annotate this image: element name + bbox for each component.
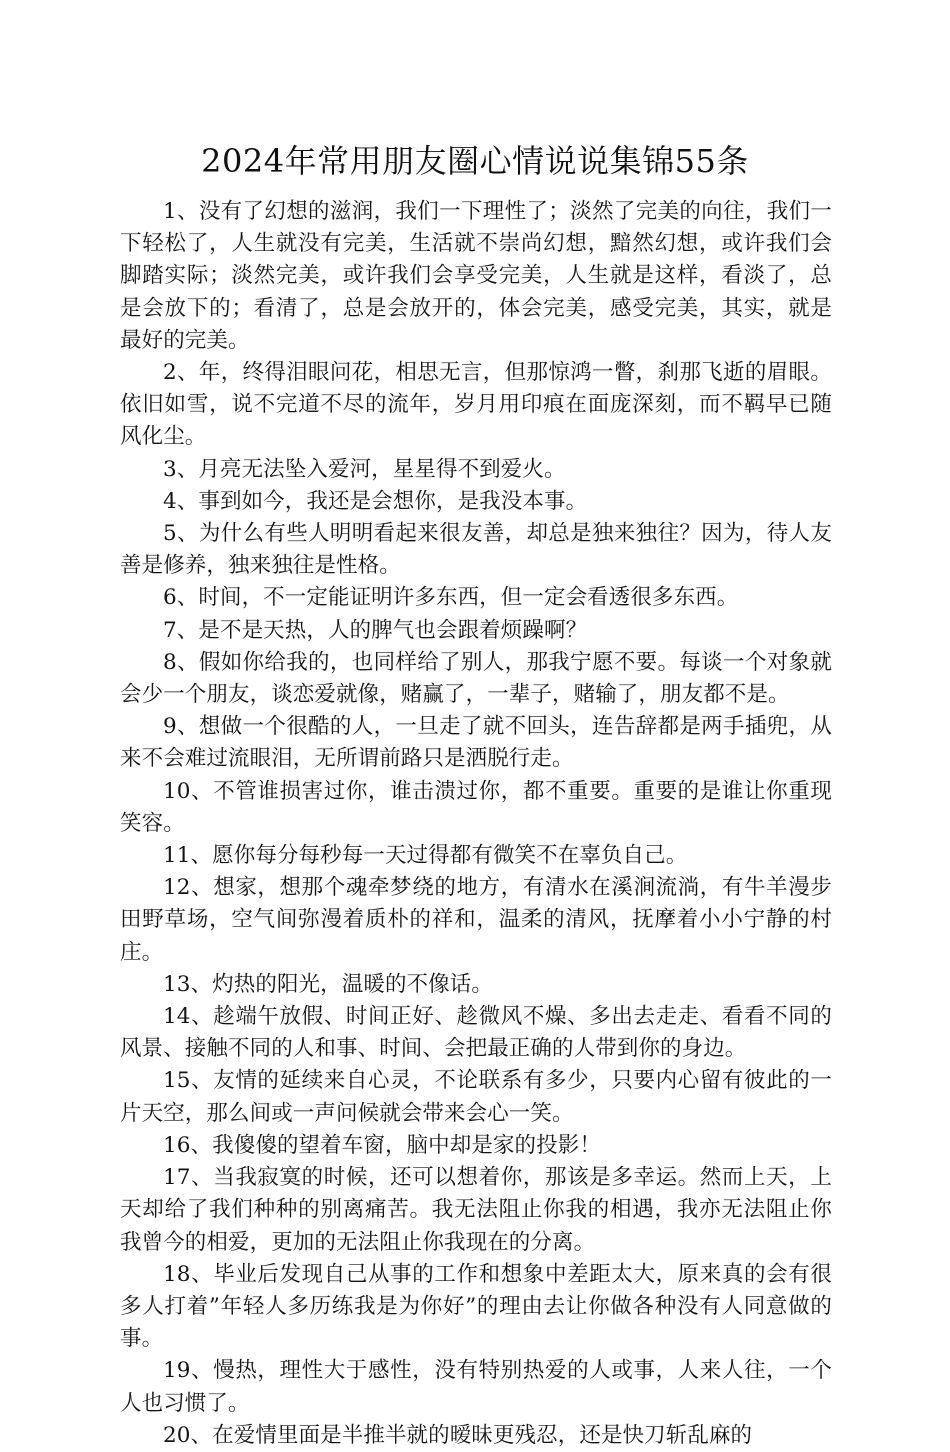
- paragraph: 17、当我寂寞的时候，还可以想着你，那该是多幸运。然而上天，上天却给了我们种种的别离痛苦。我无法阻止你我的相遇，我亦无法阻止你我曾今的相爱，更加的无法阻止你我现在的分离。: [120, 1165, 832, 1255]
- paragraph: 12、想家，想那个魂牵梦绕的地方，有清水在溪涧流淌，有牛羊漫步田野草场，空气间弥漫着质朴的祥和，温柔的清风，抚摩着小小宁静的村庄。: [120, 875, 832, 965]
- paragraph: 2、年，终得泪眼问花，相思无言，但那惊鸿一瞥，刹那飞逝的眉眼。依旧如雪，说不完道不尽的流年，岁月用印痕在面庞深刻，而不羁早已随风化尘。: [120, 360, 832, 450]
- paragraph: 18、毕业后发现自己从事的工作和想象中差距太大，原来真的会有很多人打着”年轻人多历练我是为你好”的理由去让你做各种没有人同意做的事。: [120, 1261, 832, 1352]
- paragraph: 4、事到如今，我还是会想你，是我没本事。: [163, 488, 588, 514]
- paragraph: 15、友情的延续来自心灵，不论联系有多少，只要内心留有彼此的一片天空，那么间或一声问候就会带来会心一笑。: [120, 1068, 832, 1126]
- paragraph: 10、不管谁损害过你，谁击溃过你，都不重要。重要的是谁让你重现笑容。: [120, 778, 832, 836]
- paragraph: 6、时间，不一定能证明许多东西，但一定会看透很多东西。: [163, 585, 739, 611]
- paragraph: 14、趁端午放假、时间正好、趁微风不燥、多出去走走、看看不同的风景、接触不同的人和事、时间、会把最正确的人带到你的身边。: [120, 1004, 832, 1062]
- paragraph: 19、慢热，理性大于感性，没有特别热爱的人或事，人来人往，一个人也习惯了。: [120, 1358, 832, 1416]
- page-title: 2024年常用朋友圈心情说说集锦55条: [201, 142, 749, 181]
- paragraph: 1、没有了幻想的滋润，我们一下理性了；淡然了完美的向往，我们一下轻松了，人生就没有完美，生活就不崇尚幻想，黯然幻想，或许我们会脚踏实际；淡然完美，或许我们会享受完美，人生就是这样，看淡了，总是会放下的；看清了，总是会放开的，体会完美，感受完美，其实，就是最好的完美。: [120, 199, 832, 353]
- paragraph: 8、假如你给我的，也同样给了别人，那我宁愿不要。每谈一个对象就会少一个朋友，谈恋爱就像，赌赢了，一辈子，赌输了，朋友都不是。: [120, 649, 832, 708]
- paragraph: 9、想做一个很酷的人，一旦走了就不回头，连告辞都是两手插兜，从来不会难过流眼泪，无所谓前路只是洒脱行走。: [120, 714, 832, 772]
- document-body: [120, 196, 832, 1452]
- paragraph: 7、是不是天热，人的脾气也会跟着烦躁啊？: [163, 617, 588, 643]
- paragraph: 16、我傻傻的望着车窗，脑中却是家的投影！: [163, 1132, 601, 1158]
- paragraph: 3、月亮无法坠入爱河，星星得不到爱火。: [163, 456, 566, 482]
- paragraph: 13、灼热的阳光，温暖的不像话。: [163, 971, 493, 997]
- paragraph: 11、愿你每分每秒每一天过得都有微笑不在辜负自己。: [163, 843, 688, 869]
- paragraph: 5、为什么有些人明明看起来很友善，却总是独来独往？因为，待人友善是修养，独来独往是性格。: [120, 521, 832, 579]
- paragraph: 20、在爱情里面是半推半就的暧昧更残忍，还是快刀斩乱麻的: [163, 1422, 753, 1448]
